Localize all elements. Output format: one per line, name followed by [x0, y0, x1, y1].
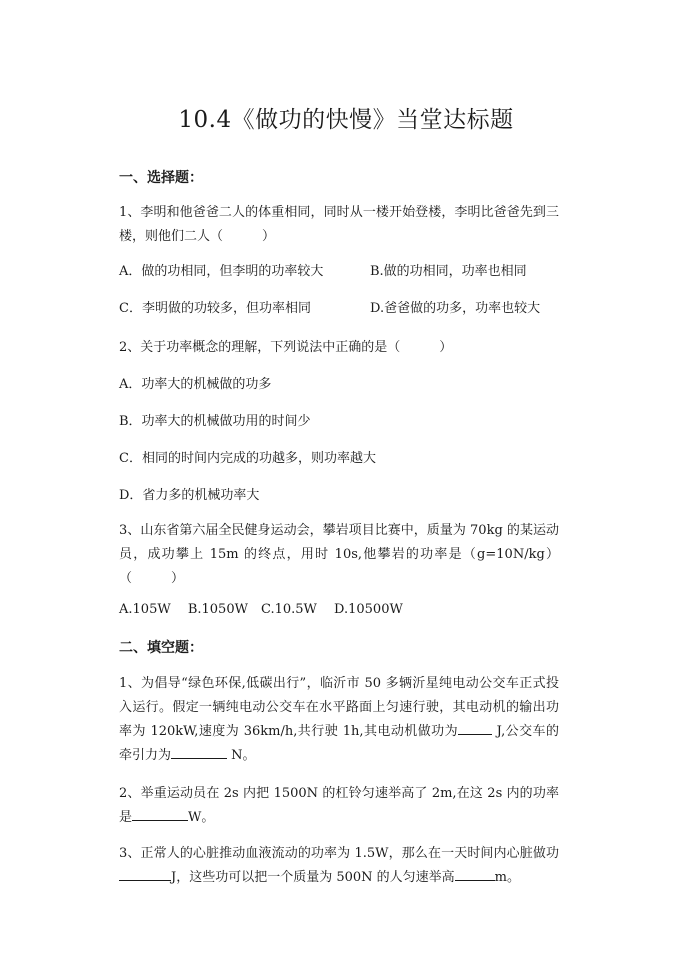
fill-1-blank-work[interactable] — [458, 720, 492, 735]
fill-3-text-a: 3、正常人的心脏推动血液流动的功率为 1.5W，那么在一天时间内心脏做功 — [119, 846, 559, 861]
fill-1-text-b: J,公交车的牵引力为 — [119, 724, 560, 763]
page-title: 10.4《做功的快慢》当堂达标题 — [178, 107, 514, 133]
fill-2-blank-power[interactable] — [132, 806, 188, 821]
fill-3-blank-work[interactable] — [119, 866, 171, 881]
section-heading-choice: 一、选择题： — [119, 170, 203, 186]
fill-question-1 — [119, 672, 559, 768]
question-1-stem: 1、李明和他爸爸二人的体重相同，同时从一楼开始登楼，李明比爸爸先到三楼，则他们二人（ ） — [119, 205, 559, 244]
section-heading-fill: 二、填空题： — [119, 640, 203, 656]
question-2-stem: 2、关于功率概念的理解，下列说法中正确的是（ ） — [119, 340, 453, 355]
question-3-stem: 3、山东省第六届全民健身运动会，攀岩项目比赛中，质量为 70kg 的某运动员，成功攀上 15m 的终点，用时 10s,他攀岩的功率是（g=10N/kg）（ ） — [119, 523, 559, 586]
q1-option-a: A．做的功相同，但李明的功率较大 — [119, 264, 324, 279]
fill-question-3 — [119, 842, 559, 890]
fill-1-text-c: N。 — [227, 748, 256, 763]
fill-3-blank-height[interactable] — [455, 866, 495, 881]
q2-option-b: B．功率大的机械做功用的时间少 — [119, 414, 311, 429]
q1-option-b: B.做的功相同，功率也相同 — [370, 264, 527, 279]
fill-3-text-b: J，这些功可以把一个质量为 500N 的人匀速举高 — [171, 870, 455, 885]
fill-2-text-b: W。 — [188, 810, 215, 825]
q3-options: A.105W B.1050W C.10.5W D.10500W — [119, 602, 403, 617]
q2-option-a: A．功率大的机械做的功多 — [119, 377, 272, 392]
q2-option-d: D．省力多的机械功率大 — [119, 488, 260, 503]
fill-1-blank-force[interactable] — [171, 744, 227, 759]
fill-2-text-a: 2、举重运动员在 2s 内把 1500N 的杠铃匀速举高了 2m,在这 2s 内的功率是 — [119, 786, 559, 825]
q1-option-d: D.爸爸做的功多，功率也较大 — [370, 301, 541, 316]
q1-option-c: C．李明做的功较多，但功率相同 — [119, 301, 311, 316]
fill-1-text-a: 1、为倡导“绿色环保,低碳出行”，临沂市 50 多辆沂星纯电动公交车正式投入运行。假定一辆纯电动公交车在水平路面上匀速行驶，其电动机的输出功率为 120kW,速度为 36km/h,共行驶 1h,其电动机做功为 — [119, 676, 559, 739]
fill-3-text-c: m。 — [494, 870, 520, 885]
q2-option-c: C．相同的时间内完成的功越多，则功率越大 — [119, 451, 376, 466]
fill-question-2 — [119, 782, 559, 830]
